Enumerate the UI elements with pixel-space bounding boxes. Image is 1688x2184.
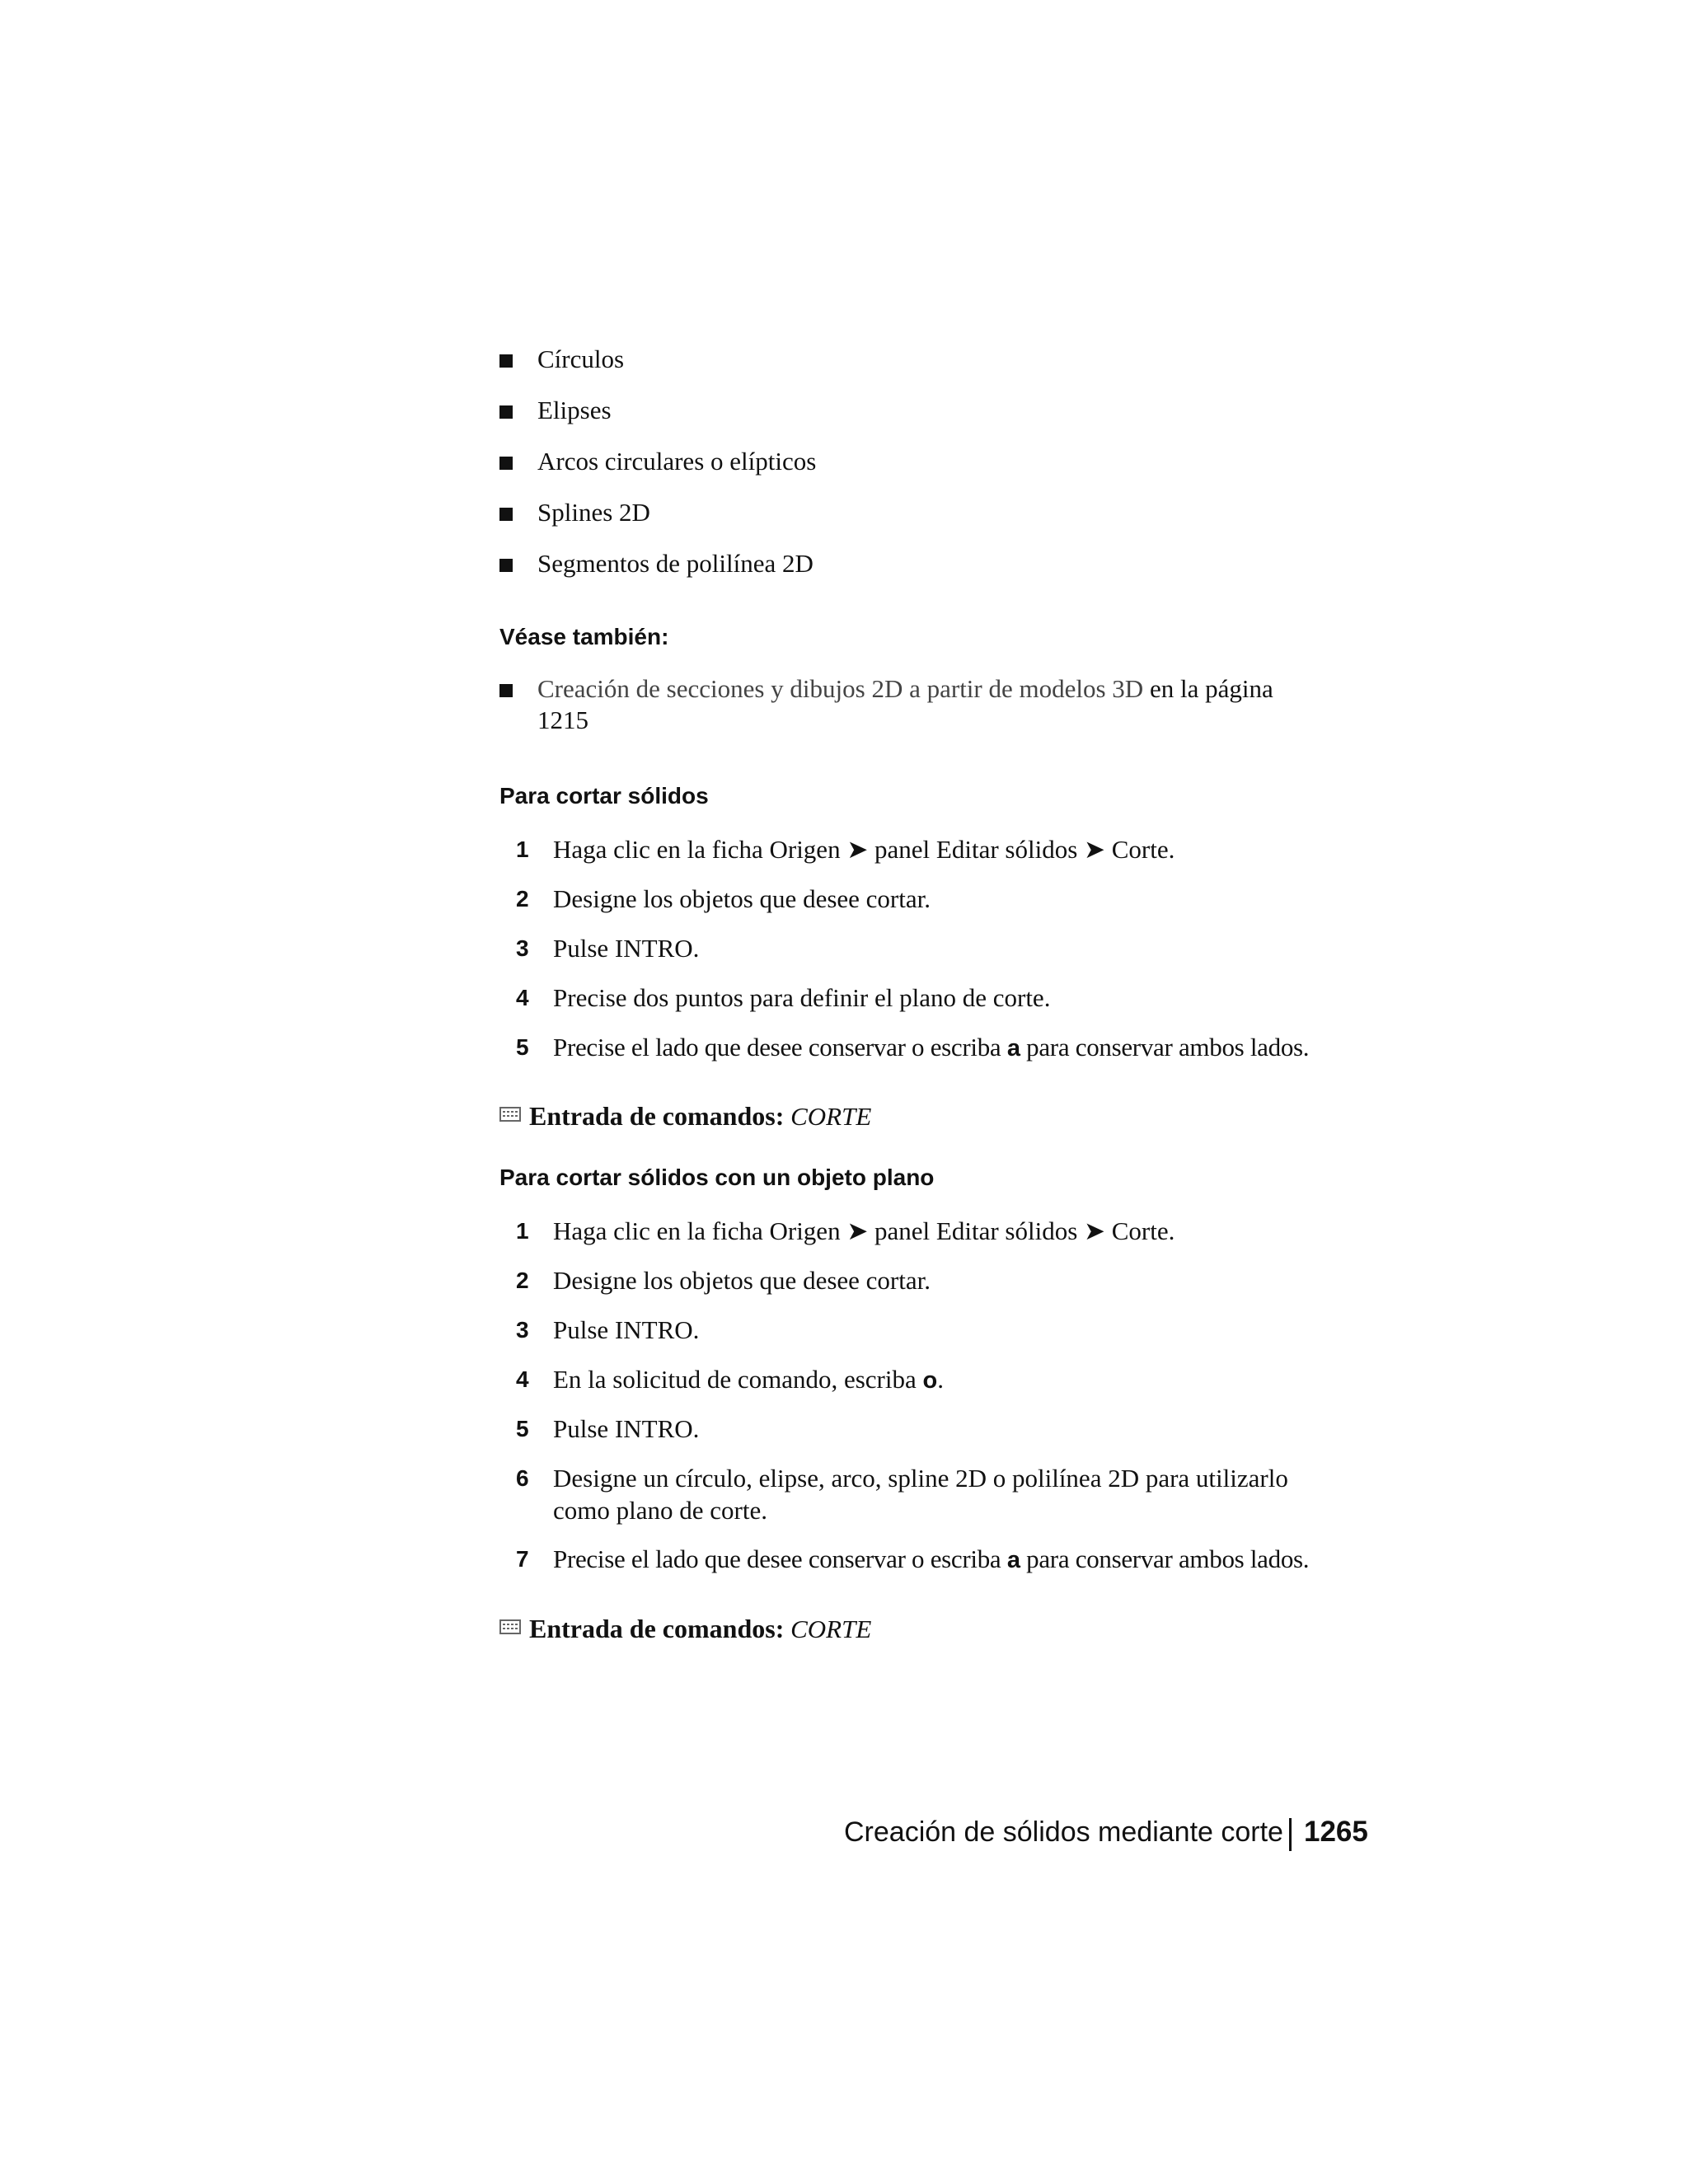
command-label: Entrada de comandos:	[529, 1101, 785, 1131]
step-text: Designe los objetos que desee cortar.	[553, 1266, 931, 1295]
step-text: Precise dos puntos para definir el plano de corte.	[553, 983, 1051, 1012]
step-text: Designe los objetos que desee cortar.	[553, 884, 931, 913]
step-number: 5	[516, 1034, 529, 1060]
step-number: 1	[516, 1218, 529, 1244]
step-number: 3	[516, 1317, 529, 1343]
list-item: Arcos circulares o elípticos	[537, 447, 817, 476]
step-number: 4	[516, 1366, 529, 1392]
step-text: Haga clic en la ficha Origen ➤ panel Editar sólidos ➤ Corte.	[553, 1216, 1175, 1245]
step-text-continued: como plano de corte.	[553, 1496, 767, 1525]
bullet-square-icon	[499, 684, 513, 697]
bullet-square-icon	[499, 457, 513, 470]
step-keyword: o	[922, 1367, 938, 1394]
step-number: 5	[516, 1416, 529, 1441]
command-entry	[529, 1614, 871, 1644]
bullet-square-icon	[499, 354, 513, 368]
step-number: 2	[516, 886, 529, 912]
bullet-square-icon	[499, 405, 513, 419]
step-text: Designe un círculo, elipse, arco, spline 2D o polilínea 2D para utilizarlo	[553, 1464, 1288, 1493]
list-item: Elipses	[537, 396, 612, 424]
bullet-square-icon	[499, 508, 513, 521]
step-number: 4	[516, 985, 529, 1010]
see-also-suffix: en la página	[1143, 674, 1273, 703]
command-value: CORTE	[790, 1615, 872, 1643]
list-item: Círculos	[537, 344, 625, 373]
command-value: CORTE	[790, 1102, 872, 1131]
step-text: Precise el lado que desee conservar o escriba a para conservar ambos lados.	[553, 1033, 1310, 1062]
bullet-square-icon	[499, 559, 513, 572]
page-number: 1265	[1304, 1816, 1368, 1848]
step-text: Pulse INTRO.	[553, 1315, 700, 1344]
step-number: 6	[516, 1465, 529, 1491]
see-also-page: 1215	[537, 705, 588, 734]
step-text: Pulse INTRO.	[553, 1414, 700, 1443]
list-item: Segmentos de polilínea 2D	[537, 549, 814, 578]
step-text: En la solicitud de comando, escriba o.	[553, 1365, 944, 1394]
step-number: 7	[516, 1546, 529, 1572]
see-also-line	[537, 674, 1273, 704]
list-item: Splines 2D	[537, 498, 650, 527]
see-also-link[interactable]: Creación de secciones y dibujos 2D a partir de modelos 3D	[537, 674, 1144, 703]
footer-divider	[1289, 1818, 1292, 1851]
step-number: 3	[516, 935, 529, 961]
step-number: 1	[516, 837, 529, 862]
step-text: Precise el lado que desee conservar o escriba a para conservar ambos lados.	[553, 1544, 1310, 1573]
step-text: Pulse INTRO.	[553, 934, 700, 963]
step-keyword: a	[1006, 1035, 1020, 1062]
keyboard-icon	[499, 1107, 521, 1122]
step-text: Haga clic en la ficha Origen ➤ panel Editar sólidos ➤ Corte.	[553, 835, 1175, 864]
section-heading: Para cortar sólidos	[499, 783, 709, 808]
keyboard-icon	[499, 1619, 521, 1634]
see-also-heading: Véase también:	[499, 624, 669, 649]
step-keyword: a	[1006, 1547, 1020, 1573]
section-heading: Para cortar sólidos con un objeto plano	[499, 1165, 935, 1190]
footer-title: Creación de sólidos mediante corte	[844, 1816, 1283, 1848]
command-entry	[529, 1101, 871, 1132]
command-label: Entrada de comandos:	[529, 1614, 785, 1643]
step-number: 2	[516, 1268, 529, 1293]
